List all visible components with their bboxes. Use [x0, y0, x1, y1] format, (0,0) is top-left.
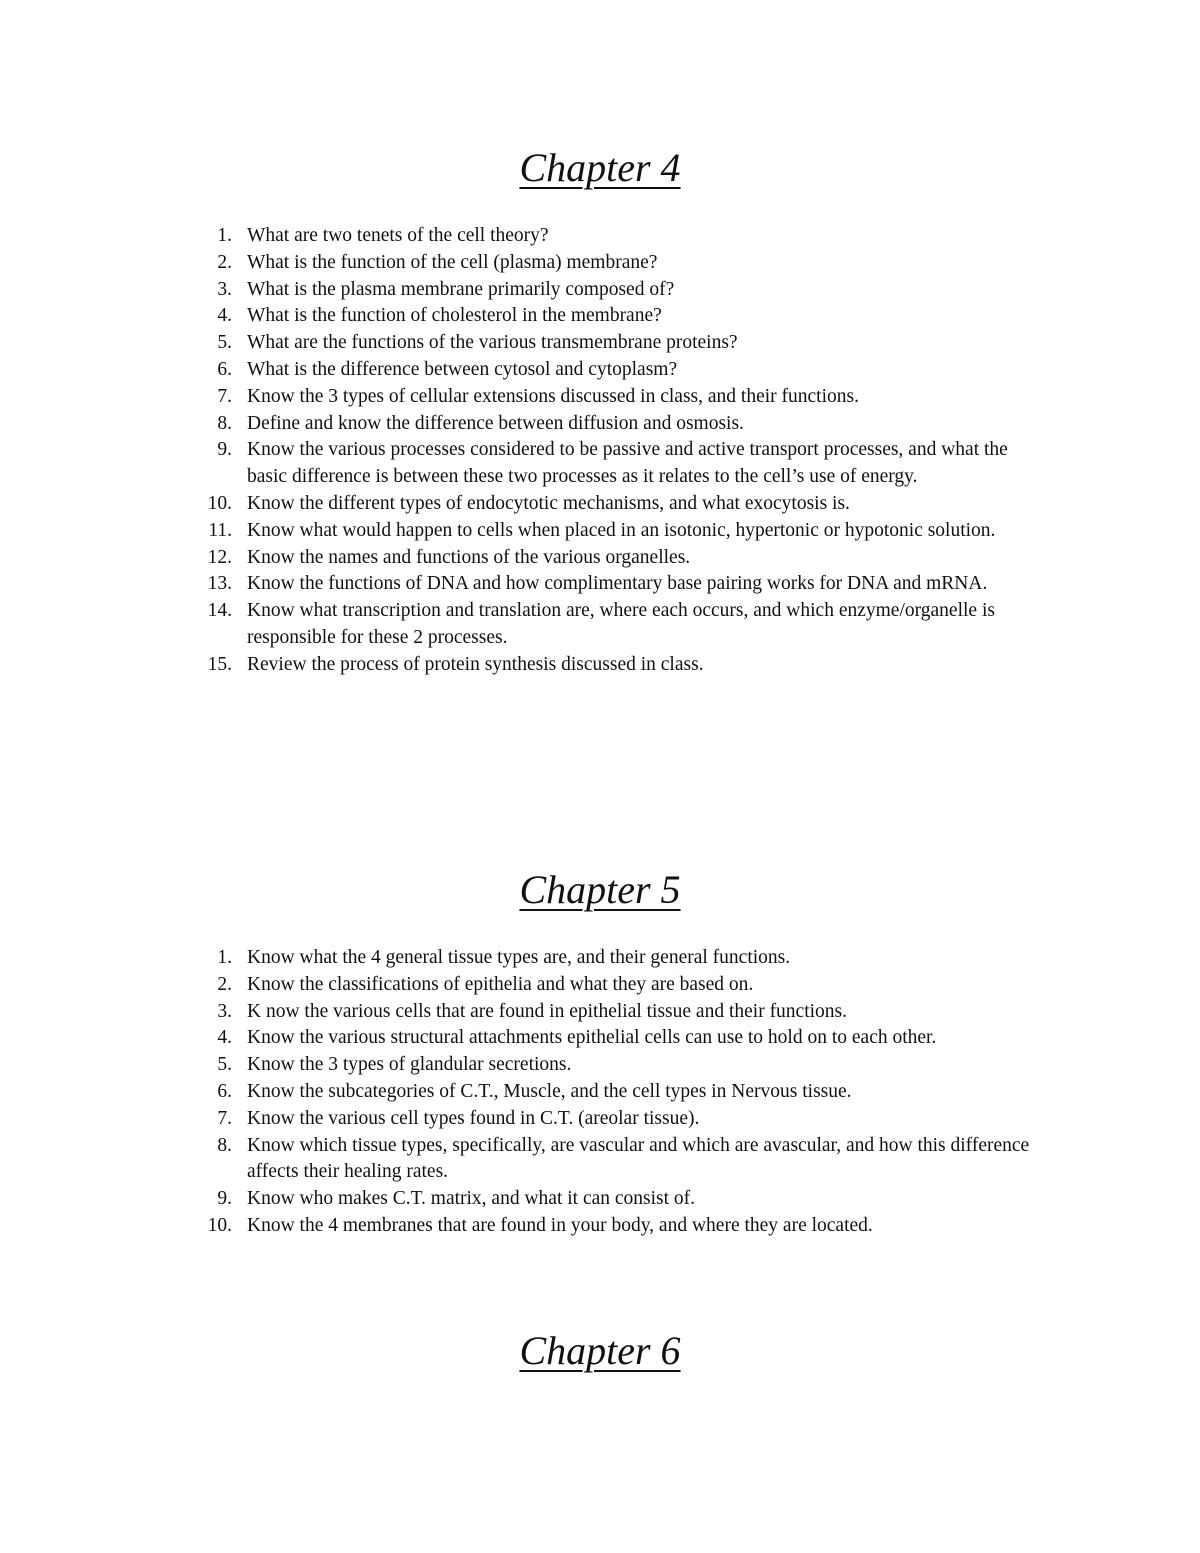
- question-text: Know what transcription and translation are, where each occurs, and which enzyme/organelle is responsible for these 2 processes.: [247, 600, 995, 648]
- question-item: [0, 1052, 1037, 1079]
- question-text: What are two tenets of the cell theory?: [247, 225, 549, 246]
- question-number: 1.: [217, 947, 232, 968]
- question-number: 8.: [217, 1134, 232, 1156]
- question-item: [0, 277, 1037, 304]
- question-item: [0, 491, 1037, 518]
- question-text: Know the various cell types found in C.T. (areolar tissue).: [247, 1107, 700, 1129]
- question-text: Know the various structural attachments epithelial cells can use to hold on to each other.: [247, 1027, 937, 1049]
- question-number: 2.: [217, 251, 232, 273]
- question-number: 12.: [207, 546, 232, 568]
- question-item: [0, 384, 1037, 411]
- question-item: [0, 999, 1037, 1026]
- question-item: [0, 1025, 1037, 1052]
- question-number: 9.: [217, 1188, 232, 1210]
- question-text: What is the function of cholesterol in the membrane?: [247, 305, 662, 327]
- question-number: 11.: [208, 519, 232, 541]
- question-text: Know what the 4 general tissue types are, and their general functions.: [247, 947, 791, 968]
- question-text: Know the 3 types of glandular secretions.: [247, 1054, 572, 1076]
- chapter-4-title: Chapter 4: [519, 145, 681, 190]
- question-item: [0, 250, 1037, 277]
- question-item: [0, 545, 1037, 572]
- question-text: Define and know the difference between diffusion and osmosis.: [247, 412, 744, 434]
- question-item: [0, 598, 1037, 652]
- question-text: Know the functions of DNA and how complimentary base pairing works for DNA and mRNA.: [247, 573, 988, 595]
- question-number: 3.: [217, 278, 232, 300]
- question-number: 8.: [217, 412, 232, 434]
- question-text: K now the various cells that are found in epithelial tissue and their functions.: [247, 1000, 848, 1022]
- question-number: 4.: [217, 1027, 232, 1049]
- question-text: Know which tissue types, specifically, are vascular and which are avascular, and how this difference affects their healing rates.: [247, 1134, 1030, 1183]
- question-item: [0, 1186, 1037, 1213]
- question-text: Know the names and functions of the various organelles.: [247, 546, 691, 568]
- question-text: What are the functions of the various transmembrane proteins?: [247, 332, 738, 354]
- question-item: [0, 357, 1037, 384]
- question-number: 5.: [217, 1054, 232, 1076]
- question-number: 10.: [207, 492, 232, 514]
- question-item: [0, 303, 1037, 330]
- question-item: [0, 437, 1037, 491]
- question-number: 9.: [217, 439, 232, 461]
- question-text: Know the various processes considered to be passive and active transport processes, and what the basic difference is between these two processes as it relates to the cell’s use of energy.: [247, 439, 1008, 488]
- chapter-6-title: Chapter 6: [519, 1328, 681, 1373]
- question-text: Review the process of protein synthesis discussed in class.: [247, 653, 704, 675]
- chapter-5-question-list: [0, 945, 1200, 1240]
- question-number: 14.: [207, 600, 232, 622]
- question-text: Know the subcategories of C.T., Muscle, and the cell types in Nervous tissue.: [247, 1080, 852, 1102]
- question-item: [0, 1213, 1037, 1240]
- question-text: Know the 4 membranes that are found in your body, and where they are located.: [247, 1214, 873, 1236]
- question-number: 6.: [217, 1080, 232, 1102]
- question-item: [0, 1106, 1037, 1133]
- question-text: Know the 3 types of cellular extensions discussed in class, and their functions.: [247, 385, 859, 407]
- question-number: 3.: [217, 1000, 232, 1022]
- question-item: [0, 1079, 1037, 1106]
- question-item: [0, 1133, 1037, 1187]
- chapter-5-title: Chapter 5: [519, 867, 681, 912]
- question-number: 4.: [217, 305, 232, 327]
- question-number: 7.: [217, 385, 232, 407]
- question-number: 5.: [217, 332, 232, 354]
- question-number: 13.: [207, 573, 232, 595]
- question-item: [0, 518, 1037, 545]
- question-item: [0, 652, 1037, 679]
- question-item: [0, 972, 1037, 999]
- question-text: Know what would happen to cells when placed in an isotonic, hypertonic or hypotonic solution.: [247, 519, 996, 541]
- question-text: What is the function of the cell (plasma) membrane?: [247, 251, 658, 273]
- chapter-4-question-list: [0, 223, 1200, 679]
- question-number: 10.: [207, 1214, 232, 1236]
- question-item: [0, 223, 1037, 250]
- question-item: [0, 411, 1037, 438]
- question-text: Know the classifications of epithelia and what they are based on.: [247, 973, 754, 995]
- question-number: 2.: [217, 973, 232, 995]
- question-text: What is the difference between cytosol and cytoplasm?: [247, 358, 678, 380]
- question-text: Know who makes C.T. matrix, and what it can consist of.: [247, 1188, 696, 1210]
- question-number: 7.: [217, 1107, 232, 1129]
- question-item: [0, 330, 1037, 357]
- question-text: Know the different types of endocytotic mechanisms, and what exocytosis is.: [247, 492, 850, 514]
- question-item: [0, 571, 1037, 598]
- question-number: 1.: [217, 225, 232, 246]
- question-number: 15.: [207, 653, 232, 675]
- question-text: What is the plasma membrane primarily composed of?: [247, 278, 675, 300]
- question-item: [0, 945, 1037, 972]
- question-number: 6.: [217, 358, 232, 380]
